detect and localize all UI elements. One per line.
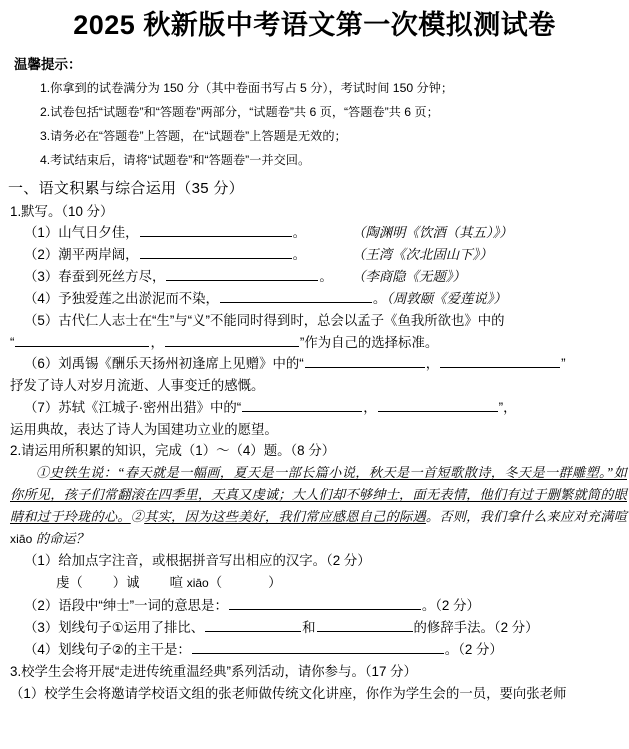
comma: ， xyxy=(425,356,440,372)
item-attribution: （李商隐《无题》） xyxy=(352,269,466,285)
notice-heading: 温馨提示： xyxy=(14,57,82,72)
sub-label: （2） xyxy=(24,597,59,613)
item-label: （1） xyxy=(24,225,59,241)
item-text: 作为自己的选择标准。 xyxy=(304,334,439,350)
item-label: （3） xyxy=(24,269,59,285)
answer-blank[interactable] xyxy=(305,355,425,368)
sub-label: （4） xyxy=(24,642,59,658)
passage-marker-2: ② xyxy=(130,508,145,524)
question-1-item-7-line2: 运用典故，表达了诗人为国建功立业的愿望。 xyxy=(10,421,278,437)
section-heading-one: 一、语文积累与综合运用（35 分） xyxy=(8,180,244,198)
notice-item: 1.你拿到的试卷满分为 150 分（其中卷面书写占 5 分），考试时间 150 分钟； xyxy=(40,81,454,96)
question-2-passage xyxy=(0,462,629,550)
answer-blank[interactable] xyxy=(165,333,299,346)
quote-close: ”， xyxy=(498,399,517,415)
answer-blank[interactable] xyxy=(317,619,413,632)
notice-item: 3.请务必在“答题卷”上答题，在“试题卷”上答题是无效的； xyxy=(40,128,347,143)
item-text: 苏轼《江城子·密州出猎》中的“ xyxy=(58,399,242,415)
pinyin-annotation: xiāo xyxy=(186,575,209,590)
sub-tail: 的修辞手法。（2 分） xyxy=(413,619,539,635)
exam-paper-page xyxy=(0,12,629,749)
passage-tail-post: 的命运？ xyxy=(32,530,89,546)
question-1-item-5-line1 xyxy=(0,310,629,332)
notice-item: 2.试卷包括“试题卷”和“答题卷”两部分，“试题卷”共 6 页，“答题卷”共 6 页； xyxy=(40,105,439,120)
item-label: （7） xyxy=(24,399,59,415)
item-label: （6） xyxy=(24,356,59,372)
sub-tail: 。（2 分） xyxy=(421,597,480,613)
item-text: 山气日夕佳， xyxy=(58,225,139,241)
pinyin-char-1-close: ）诚 xyxy=(112,574,140,590)
question-2-sub-2 xyxy=(0,595,629,617)
passage-pinyin: xiāo xyxy=(10,531,33,546)
sub-mid: 和 xyxy=(302,619,316,635)
question-1-item-3 xyxy=(0,266,629,288)
passage-underlined-2: 其实，因为这些美好，我们常应感恩自己的际遇 xyxy=(144,508,426,524)
answer-blank[interactable] xyxy=(192,641,444,654)
quote-open: “ xyxy=(10,334,15,350)
answer-blank[interactable] xyxy=(378,399,498,412)
sub-tail: 。（2 分） xyxy=(444,642,503,658)
item-attribution: （周敦颐《爱莲说》） xyxy=(386,291,507,307)
answer-blank[interactable] xyxy=(15,333,149,346)
sub-text: 给加点字注音，或根据拼音写出相应的汉字。（2 分） xyxy=(58,552,371,568)
item-text: 予独爱莲之出淤泥而不染， xyxy=(58,291,219,307)
question-2-sub-3 xyxy=(0,617,629,639)
item-text: 刘禹锡《酬乐天扬州初逢席上见赠》中的“ xyxy=(58,356,304,372)
answer-blank[interactable] xyxy=(242,399,362,412)
passage-marker-1: ① xyxy=(36,464,50,480)
item-period: 。 xyxy=(292,225,306,241)
item-text: 潮平两岸阔， xyxy=(58,247,139,263)
answer-blank[interactable] xyxy=(140,224,292,237)
question-1-item-1 xyxy=(0,222,629,244)
quote-close: ” xyxy=(561,356,566,372)
pinyin-char-2-open: （ xyxy=(208,574,223,590)
pinyin-char-1-open: 虔（ xyxy=(56,574,83,590)
item-label: （2） xyxy=(24,247,59,263)
item-period: 。 xyxy=(292,247,306,263)
passage-underlined-1: 史铁生说：“春天就是一幅画，夏天是一部长篇小说，秋天是一首短歌散诗，冬天是一群雕塑。”如你所见，孩子们常翻滚在四季里，天真又虔诚；大人们却不够绅士，面无表情，他们有过于删繁就简的眼睛和过于玲珑的心。 xyxy=(10,464,627,524)
pinyin-char-2: 喧 xyxy=(169,574,187,590)
page-title: 2025 秋新版中考语文第一次模拟测试卷 xyxy=(73,10,556,40)
sub-label: （3） xyxy=(24,619,59,635)
question-2-sub-4 xyxy=(0,639,629,661)
notice-item: 4.考试结束后，请将“试题卷”和“答题卷”一并交回。 xyxy=(40,152,311,167)
question-1-item-4 xyxy=(0,288,629,310)
comma: ， xyxy=(150,334,164,350)
notice-block xyxy=(0,55,629,172)
question-1-item-6-line1 xyxy=(0,353,629,375)
item-label: （5） xyxy=(24,313,59,329)
question-3-number: 3.校学生会将开展“走进传统重温经典”系列活动，请你参与。（17 分） xyxy=(10,664,417,680)
quote-close: ” xyxy=(299,334,305,350)
question-1-number: 1.默写。（10 分） xyxy=(10,203,114,219)
sub-text: 划线句子①运用了排比、 xyxy=(58,619,205,635)
item-text: 春蚕到死丝方尽， xyxy=(58,269,166,285)
question-2-pinyin-row xyxy=(0,572,629,595)
answer-blank[interactable] xyxy=(220,290,372,303)
question-1-item-6-line2: 抒发了诗人对岁月流逝、人事变迁的感慨。 xyxy=(10,378,265,394)
item-period: 。 xyxy=(372,291,387,307)
comma: ， xyxy=(363,399,377,415)
answer-blank[interactable] xyxy=(229,596,421,609)
sub-text: 划线句子②的主干是： xyxy=(58,642,191,658)
item-period: 。 xyxy=(319,269,333,285)
answer-blank[interactable] xyxy=(205,619,301,632)
pinyin-char-2-close: ） xyxy=(268,574,282,590)
question-1-item-2 xyxy=(0,244,629,266)
answer-blank[interactable] xyxy=(440,355,560,368)
sub-label: （1） xyxy=(24,552,59,568)
answer-blank[interactable] xyxy=(140,246,292,259)
item-attribution: （陶渊明《饮酒（其五）》） xyxy=(352,225,513,241)
item-attribution: （王湾《次北固山下》） xyxy=(352,247,493,263)
question-2-sub-1 xyxy=(0,550,629,572)
answer-blank[interactable] xyxy=(166,268,318,281)
question-3-cutoff-line: （1）校学生会将邀请学校语文组的张老师做传统文化讲座，你作为学生会的一员，要向张老师 xyxy=(10,686,567,702)
passage-tail-pre: 。否则，我们拿什么来应对充满喧 xyxy=(425,508,627,524)
item-label: （4） xyxy=(24,291,59,307)
question-1-item-7-line1 xyxy=(0,397,629,419)
sub-text: 语段中“绅士”一词的意思是： xyxy=(58,597,228,613)
item-text: 古代仁人志士在“生”与“义”不能同时得到时，总会以孟子《鱼我所欲也》中的 xyxy=(58,313,505,329)
question-1-item-5-line2 xyxy=(0,332,629,354)
question-2-number: 2.请运用所积累的知识，完成（1）～（4）题。（8 分） xyxy=(10,443,336,459)
